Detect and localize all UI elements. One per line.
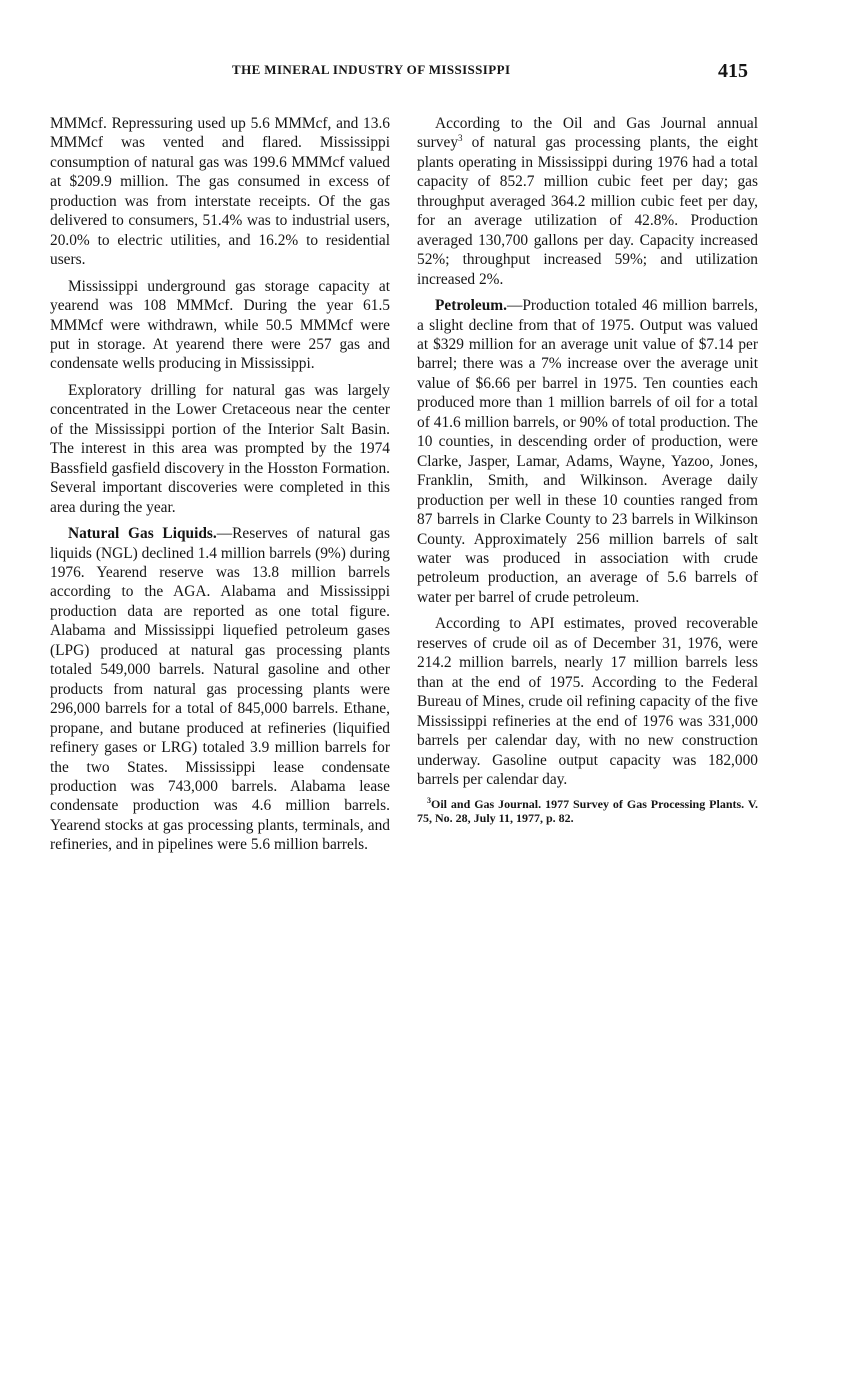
right-column: [417, 114, 758, 825]
paragraph-exploratory-drilling: Exploratory drilling for natural gas was largely concentrated in the Lower Cretaceous near the center of the Mississippi portion of the Interior Salt Basin. The interest in this area was prompted by the 1974 Bassfield gasfield discovery in the Hosston Formation. Several important discoveries were completed in this area during the year.: [50, 381, 390, 516]
paragraph-text: —Production totaled 46 million barrels, a slight decline from that of 1975. Output was valued at $329 million for an average unit value of $7.14 per barrel; there was a 7% increase over the average unit value of $6.66 per barrel in 1975. Ten counties each produced more than 1 million barrels of oil for a total of 41.6 million barrels, or 90% of total production. The 10 counties, in descending order of production, were Clarke, Jasper, Lamar, Adams, Wayne, Yazoo, Jones, Franklin, Smith, and Wilkinson. Average daily production per well in these 10 counties ranged from 87 barrels in Clarke County to 23 barrels in Wilkinson County. Approximately 256 million barrels of salt water was produced in association with crude petroleum production, an average of 5.6 barrels of water per barrel of crude petroleum.: [417, 297, 758, 606]
section-heading-petroleum: Petroleum.: [435, 297, 507, 315]
page-number: 415: [718, 60, 748, 82]
left-column: [50, 114, 390, 862]
paragraph-natural-gas-liquids: [50, 524, 390, 855]
paragraph-text: of natural gas processing plants, the eight plants operating in Mississippi during 1976 had a total capacity of 852.7 million cubic feet per day; gas throughput averaged 364.2 million cubic feet per day, for an average utilization of 42.8%. Production averaged 130,700 gallons per day. Capacity increased 52%; throughput increased 59%; and utilization increased 2%.: [417, 134, 758, 288]
running-head: THE MINERAL INDUSTRY OF MISSISSIPPI: [232, 62, 511, 77]
section-heading-natural-gas-liquids: Natural Gas Liquids.: [68, 525, 217, 543]
paragraph-text: According to the Oil and Gas Journal annual survey: [417, 115, 758, 152]
footnote: [417, 797, 758, 825]
footnote-reference: 3: [458, 133, 463, 144]
footnote-marker: 3: [427, 796, 431, 806]
paragraph-crude-reserves: According to API estimates, proved recoverable reserves of crude oil as of December 31, 1976, were 214.2 million barrels, nearly 17 million barrels less than at the end of 1975. According to the Federal Bureau of Mines, crude oil refining capacity of the five Mississippi refineries at the end of 1976 was 331,000 barrels per calendar day, with no new construction underway. Gasoline output capacity was 182,000 barrels per calendar day.: [417, 615, 758, 788]
paragraph-petroleum: [417, 296, 758, 607]
paragraph-gas-consumption: MMMcf. Repressuring used up 5.6 MMMcf, and 13.6 MMMcf was vented and flared. Mississippi consumption of natural gas was 199.6 MMMcf valued at $209.9 million. The gas consumed in excess of production was from interstate receipts. Of the gas delivered to consumers, 51.4% was to industrial users, 20.0% to electric utilities, and 16.2% to residential users.: [50, 115, 390, 269]
paragraph-gas-storage: Mississippi underground gas storage capacity at yearend was 108 MMMcf. During the year 61.5 MMMcf were withdrawn, while 50.5 MMMcf were put in storage. At yearend there were 257 gas and condensate wells producing in Mississippi.: [50, 277, 390, 373]
paragraph-processing-plants: [417, 114, 758, 289]
footnote-text: Oil and Gas Journal. 1977 Survey of Gas Processing Plants. V. 75, No. 28, July 11, 1977, p. 82.: [417, 797, 758, 826]
paragraph-text: —Reserves of natural gas liquids (NGL) declined 1.4 million barrels (9%) during 1976. Yearend reserve was 13.8 million barrels according to the AGA. Alabama and Mississippi production data are reported as one total figure. Alabama and Mississippi liquefied petroleum gases (LPG) produced at natural gas processing plants totaled 549,000 barrels. Natural gasoline and other products from natural gas processing plants were 296,000 barrels for a total of 845,000 barrels. Ethane, propane, and butane produced at refineries (liquified refinery gases or LRG) totaled 3.9 million barrels for the two States. Mississippi lease condensate production was 743,000 barrels. Alabama lease condensate production was 4.6 million barrels. Yearend stocks at gas processing plants, terminals, and refineries, and in pipelines were 5.6 million barrels.: [50, 525, 390, 854]
